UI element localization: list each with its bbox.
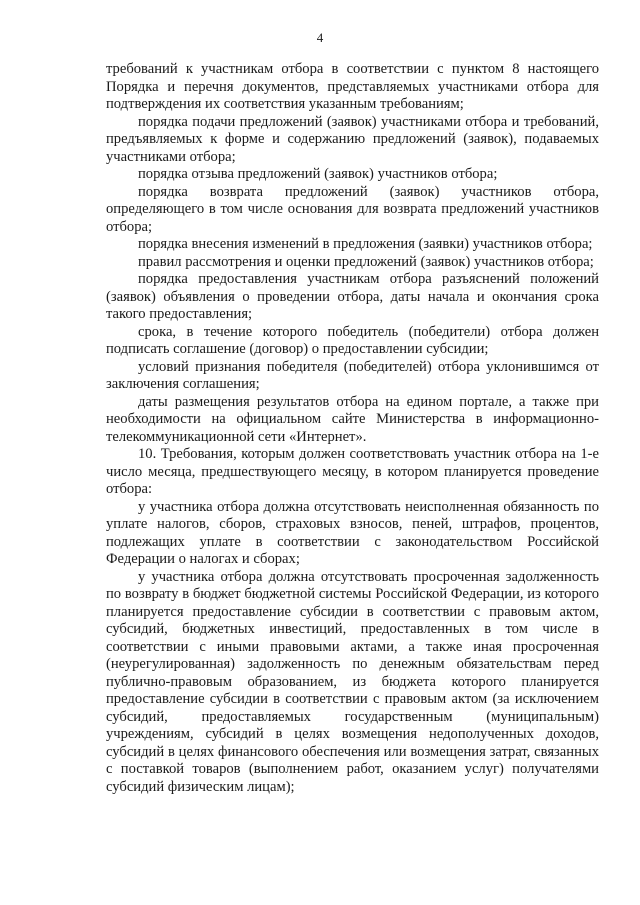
paragraph: у участника отбора должна отсутствовать просроченная задолженность по возврату в бюджет бюджетной системы Российской Федерации, из которого планируется предоставление субсидии в соответствии с правовым актом, субсидий, бюджетных инвестиций, предоставленных в том числе в соответствии с иными правовыми актами, а также иная просроченная (неурегулированная) задолженность по денежным обязательствам перед публично-правовым образованием, из бюджета которого планируется предоставление субсидии в соответствии с правовым актом (за исключением субсидий, предоставляемых государственным (муниципальным) учреждениям, субсидий в целях возмещения недополученных доходов, субсидий в целях финансового обеспечения или возмещения затрат, связанных с поставкой товаров (выполнением работ, оказанием услуг) получателями субсидий физическим лицам);: [106, 568, 599, 795]
paragraph: срока, в течение которого победитель (победители) отбора должен подписать соглашение (договор) о предоставлении субсидии;: [106, 323, 599, 357]
page-number: 4: [316, 30, 324, 45]
paragraph: порядка внесения изменений в предложения (заявки) участников отбора;: [138, 236, 593, 252]
paragraph: порядка отзыва предложений (заявок) участников отбора;: [138, 166, 498, 182]
paragraph: порядка подачи предложений (заявок) участниками отбора и требований, предъявляемых к форме и содержанию предложений (заявок), подаваемых участниками отбора;: [106, 113, 599, 165]
paragraph: у участника отбора должна отсутствовать неисполненная обязанность по уплате налогов, сборов, страховых взносов, пеней, штрафов, процентов, подлежащих уплате в соответствии с законодательством Российской Федерации о налогах и сборах;: [106, 498, 599, 567]
paragraph: порядка предоставления участникам отбора разъяснений положений (заявок) объявления о проведении отбора, даты начала и окончания срока такого предоставления;: [106, 271, 599, 322]
paragraph: даты размещения результатов отбора на едином портале, а также при необходимости на официальном сайте Министерства в информационно-телекоммуникационной сети «Интернет».: [106, 393, 599, 445]
paragraph: правил рассмотрения и оценки предложений (заявок) участников отбора;: [138, 253, 594, 270]
paragraph: порядка возврата предложений (заявок) участников отбора, определяющего в том числе основания для возврата предложений участников отбора;: [106, 183, 599, 235]
paragraph: условий признания победителя (победителей) отбора уклонившимся от заключения соглашения;: [106, 358, 599, 392]
document-body: [106, 61, 599, 796]
paragraph: требований к участникам отбора в соответствии с пунктом 8 настоящего Порядка и перечня документов, представляемых участниками отбора для подтверждения их соответствия указанным требованиям;: [106, 61, 599, 112]
paragraph: 10. Требования, которым должен соответствовать участник отбора на 1-е число месяца, предшествующего месяцу, в котором планируется проведение отбора:: [106, 446, 599, 497]
